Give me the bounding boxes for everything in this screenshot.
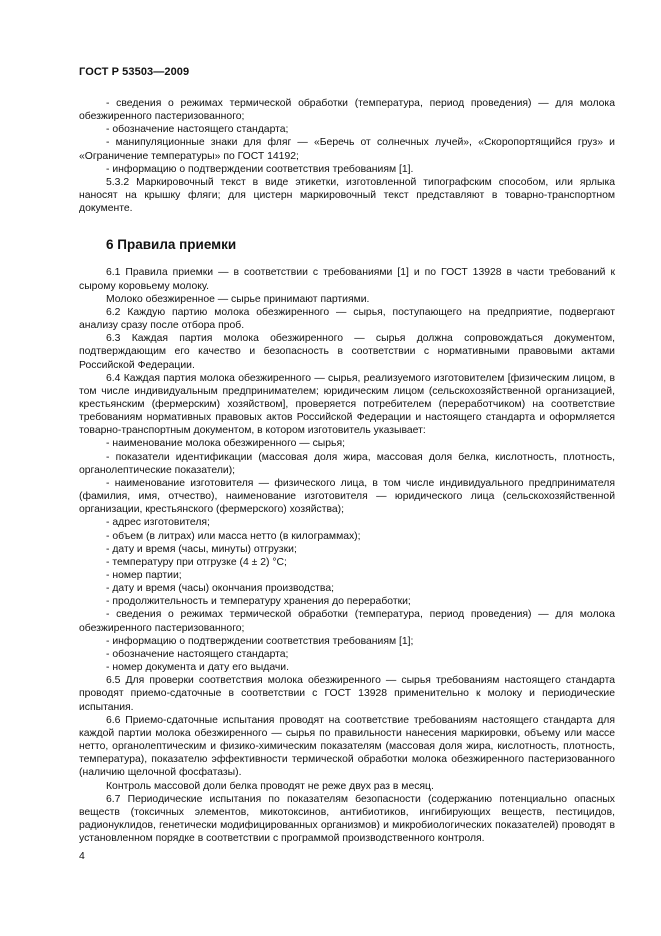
list-item: - наименование молока обезжиренного — сырья;: [106, 438, 345, 450]
paragraph: Контроль массовой доли белка проводят не реже двух раз в месяц.: [106, 780, 434, 792]
paragraph: 6.4 Каждая партия молока обезжиренного — сырья, реализуемого изготовителем [физическим лицом, в том числе индивидуальным предпринимателем; юридическим лицом (сельскохозяйственной организацией, крестьянским (фермерским) хозяйством], проверяется потребителем (переработчиком) на соответствие требованиям нормативных правовых актов Российской Федерации и настоящего стандарта и оформляется товарно-транспортным документом, в котором изготовитель указывает:: [79, 372, 615, 437]
paragraph: - сведения о режимах термической обработки (температура, период проведения) — для молока обезжиренного пастеризованного;: [79, 98, 615, 123]
paragraph: 6.5 Для проверки соответствия молока обезжиренного — сырья требованиям настоящего стандарта проводят приемо-сдаточные в соответствии с ГОСТ 13928 применительно к молоку и периодические испытания.: [79, 675, 615, 713]
paragraph: - информацию о подтверждении соответствия требованиям [1].: [106, 163, 414, 175]
list-item: - дату и время (часы) окончания производства;: [106, 583, 335, 595]
list-item: - показатели идентификации (массовая доля жира, массовая доля белка, кислотность, плотность, органолептические показатели);: [79, 451, 615, 476]
paragraph: - манипуляционные знаки для фляг — «Беречь от солнечных лучей», «Скоропортящийся груз» и «Ограничение температуры» по ГОСТ 14192;: [79, 137, 615, 162]
list-item: - адрес изготовителя;: [106, 517, 210, 529]
document-header: ГОСТ Р 53503—2009: [79, 66, 190, 78]
paragraph: - обозначение настоящего стандарта;: [106, 124, 289, 136]
list-item: - обозначение настоящего стандарта;: [106, 648, 289, 660]
paragraph: 6.1 Правила приемки — в соответствии с требованиями [1] и по ГОСТ 13928 в части требований к сырому коровьему молоку.: [79, 267, 615, 292]
paragraph: Молоко обезжиренное — сырье принимают партиями.: [106, 293, 370, 305]
paragraph: 6.6 Приемо-сдаточные испытания проводят на соответствие требованиям настоящего стандарта для каждой партии молока обезжиренного — сырья по правильности нанесения маркировки, объему или массе нетто, органолептическим и физико-химическим показателям (массовая доля жира, кислотность, плотность, температура), показателю эффективности термической обработки молока обезжиренного пастеризованного (наличию щелочной фосфатазы).: [79, 714, 615, 779]
paragraph: 6.3 Каждая партия молока обезжиренного — сырья должна сопровождаться документом, подтверждающим его качество и безопасность в соответствии с нормативными правовыми актами Российской Федерации.: [79, 333, 615, 371]
list-item: - дату и время (часы, минуты) отгрузки;: [106, 543, 297, 555]
section-heading: 6 Правила приемки: [106, 237, 237, 253]
page-number: 4: [79, 851, 85, 862]
list-item: - номер документа и дату его выдачи.: [106, 662, 289, 674]
list-item: - номер партии;: [106, 570, 182, 581]
paragraph: 5.3.2 Маркировочный текст в виде этикетки, изготовленной типографским способом, или ярлыка наносят на крышку фляги; для цистерн маркировочный текст представляют в товарно-транспортном документе.: [79, 176, 615, 215]
paragraph: 6.7 Периодические испытания по показателям безопасности (содержанию потенциально опасных веществ (токсичных элементов, микотоксинов, антибиотиков, ингибирующих веществ, пестицидов, радионуклидов, генетически модифицированных организмов) и микробиологических показателей) проводят в установленном порядке в соответствии с программой производственного контроля.: [79, 793, 615, 845]
list-item: - наименование изготовителя — физического лица, в том числе индивидуального предпринимателя (фамилия, имя, отчество), наименование изготовителя — юридического лица (сельскохозяйственной организации, крестьянского (фермерского) хозяйства);: [79, 477, 615, 516]
list-item: - информацию о подтверждении соответствия требованиям [1];: [106, 635, 414, 647]
list-item: - продолжительность и температуру хранения до переработки;: [106, 596, 411, 608]
page-body: [79, 97, 615, 845]
list-item: - сведения о режимах термической обработки (температура, период проведения) — для молока обезжиренного пастеризованного;: [79, 609, 615, 634]
paragraph: 6.2 Каждую партию молока обезжиренного — сырья, поступающего на предприятие, подвергают анализу сразу после отбора проб.: [79, 306, 615, 332]
list-item: - температуру при отгрузке (4 ± 2) °С;: [106, 556, 287, 568]
list-item: - объем (в литрах) или масса нетто (в килограммах);: [106, 530, 361, 542]
